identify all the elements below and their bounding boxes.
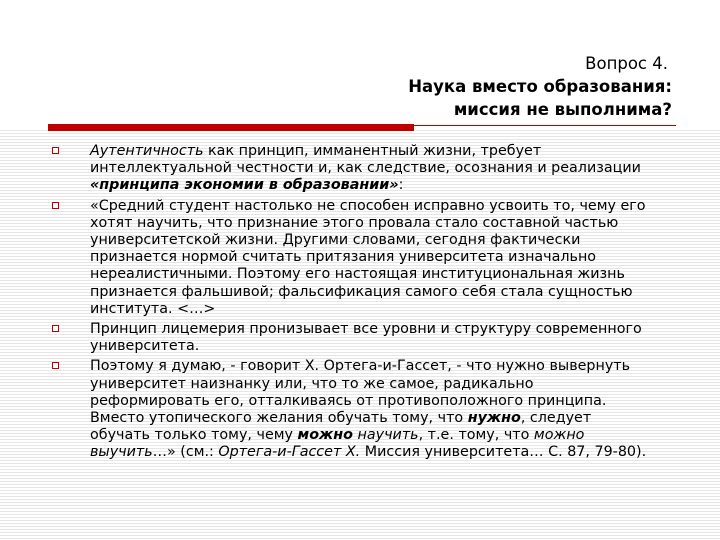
slide-title (408, 52, 672, 121)
title-line-main: Наука вместо образования: (408, 77, 672, 96)
bullet-item: Принцип лицемерия пронизывает все уровни и структуру современного университета. (50, 321, 650, 355)
bullet-item: «Средний студент настолько не способен исправно усвоить то, чему его хотят научить, что признание этого провала стало составной частью университетской жизни. Другими словами, сегодня фактически признается нормой считать притязания университета изначально нереалистичными. Поэтому его настоящая институциональная жизнь признается фальшивой; фальсификация самого себя стала сущностью института. <…> (50, 198, 650, 318)
square-bullet-icon (52, 147, 59, 154)
title-divider-thin (414, 125, 676, 126)
title-line-question: Вопрос 4. (585, 54, 668, 73)
bullet-item: Аутентичность как принцип, имманентный жизни, требует интеллектуальной честности и, как следствие, осознания и реализации «принципа экономии в образовании»: (50, 143, 650, 195)
title-line-sub: миссия не выполнима? (453, 100, 672, 119)
square-bullet-icon (52, 362, 59, 369)
bullet-list (50, 143, 650, 465)
title-divider-thick (48, 124, 414, 131)
square-bullet-icon (52, 325, 59, 332)
bullet-item: Поэтому я думаю, - говорит Х. Ортега-и-Гассет, - что нужно вывернуть университет наизнанку или, что то же самое, радикально реформировать его, отталкиваясь от противоположного принципа. Вместо утопического желания обучать тому, что нужно, следует обучать только тому, чему можно научить, т.е. тому, что можно выучить…» (см.: Ортега-и-Гассет Х. Миссия университета… С. 87, 79-80). (50, 358, 650, 461)
square-bullet-icon (52, 202, 59, 209)
